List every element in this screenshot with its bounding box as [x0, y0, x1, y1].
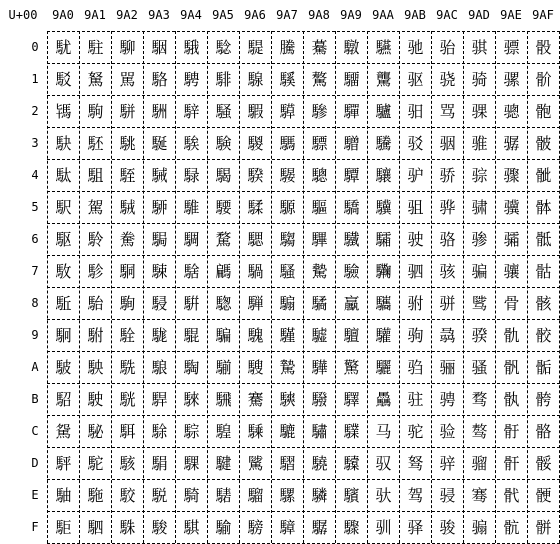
row-header: D — [31, 456, 39, 470]
glyph-cell: 骓 — [471, 133, 488, 153]
glyph-cell: 骤 — [503, 165, 520, 185]
glyph-cell: 駮 — [119, 485, 136, 505]
glyph-cell: 驧 — [375, 261, 392, 281]
glyph-cell: 驘 — [343, 293, 360, 313]
glyph-cell: 骷 — [535, 261, 552, 281]
glyph-cell: 駔 — [87, 165, 104, 185]
glyph-cell: 骛 — [471, 389, 488, 409]
glyph-cell: 骞 — [471, 485, 488, 505]
glyph-cell: 騔 — [215, 165, 232, 185]
glyph-cell: 骱 — [535, 69, 552, 89]
glyph-cell: 駠 — [119, 37, 136, 57]
glyph-cell: 駫 — [119, 389, 136, 409]
glyph-cell: 騲 — [279, 101, 296, 121]
column-header: 9AE — [500, 8, 522, 22]
glyph-cell: 駩 — [119, 325, 136, 345]
glyph-cell: 駅 — [55, 197, 72, 217]
glyph-cell: 駋 — [55, 389, 72, 409]
glyph-cell: 駇 — [55, 261, 72, 281]
glyph-cell: 騺 — [279, 357, 296, 377]
glyph-cell: 驁 — [311, 69, 328, 89]
glyph-cell: 駌 — [55, 421, 72, 441]
glyph-cell: 騛 — [215, 389, 232, 409]
row-header: 5 — [31, 200, 39, 214]
glyph-cell: 驡 — [375, 69, 392, 89]
glyph-cell: 驳 — [407, 133, 424, 153]
glyph-cell: 騌 — [183, 421, 200, 441]
glyph-cell: 驫 — [375, 389, 392, 409]
column-header: 9A8 — [308, 8, 330, 22]
glyph-cell: 驖 — [343, 229, 360, 249]
glyph-cell: 骿 — [535, 517, 552, 537]
glyph-cell: 驺 — [407, 357, 424, 377]
corner-label: U+00 — [8, 8, 38, 22]
glyph-cell: 駤 — [119, 165, 136, 185]
glyph-cell: 骈 — [439, 293, 456, 313]
glyph-cell: 骍 — [439, 453, 456, 473]
glyph-cell: 马 — [375, 421, 392, 441]
glyph-cell: 騗 — [215, 261, 232, 281]
glyph-cell: 騊 — [183, 357, 200, 377]
glyph-cell: 騐 — [215, 37, 232, 57]
glyph-cell: 骆 — [439, 229, 456, 249]
glyph-cell: 騻 — [279, 389, 296, 409]
glyph-cell: 駿 — [151, 517, 168, 537]
column-header: 9A2 — [116, 8, 138, 22]
glyph-cell: 騷 — [279, 261, 296, 281]
glyph-cell: 駆 — [55, 229, 72, 249]
glyph-cell: 駭 — [119, 453, 136, 473]
glyph-cell: 駹 — [151, 325, 168, 345]
glyph-cell: 驨 — [375, 293, 392, 313]
column-header: 9AC — [436, 8, 458, 22]
glyph-cell: 騍 — [183, 453, 200, 473]
glyph-cell: 骲 — [535, 101, 552, 121]
glyph-cell: 騥 — [247, 197, 264, 217]
glyph-cell: 駕 — [87, 197, 104, 217]
glyph-cell: 騚 — [215, 357, 232, 377]
glyph-cell: 騾 — [279, 485, 296, 505]
glyph-cell: 骏 — [439, 517, 456, 537]
glyph-cell: 騹 — [279, 325, 296, 345]
glyph-cell: 驩 — [375, 325, 392, 345]
glyph-cell: 骜 — [471, 421, 488, 441]
column-header: 9AB — [404, 8, 426, 22]
glyph-cell: 驢 — [375, 101, 392, 121]
glyph-cell: 駏 — [55, 517, 72, 537]
glyph-cell: 騬 — [247, 421, 264, 441]
glyph-cell: 駶 — [151, 229, 168, 249]
glyph-cell: 骺 — [535, 357, 552, 377]
glyph-cell: 驞 — [343, 485, 360, 505]
glyph-cell: 駽 — [151, 453, 168, 473]
glyph-cell: 駜 — [87, 421, 104, 441]
glyph-cell: 骾 — [535, 485, 552, 505]
glyph-cell: 驷 — [407, 261, 424, 281]
glyph-cell: 骯 — [503, 517, 520, 537]
glyph-cell: 駦 — [119, 229, 136, 249]
row-header: 9 — [31, 328, 39, 342]
row-header: 3 — [31, 136, 39, 150]
glyph-cell: 驸 — [407, 293, 424, 313]
glyph-cell: 驉 — [311, 325, 328, 345]
glyph-cell: 駺 — [151, 357, 168, 377]
glyph-cell: 騆 — [183, 229, 200, 249]
glyph-cell: 骑 — [471, 69, 488, 89]
glyph-cell: 驝 — [343, 453, 360, 473]
glyph-cell: 驤 — [375, 165, 392, 185]
glyph-cell: 骥 — [503, 197, 520, 217]
glyph-cell: 騯 — [247, 517, 264, 537]
glyph-cell: 騣 — [247, 133, 264, 153]
row-header: F — [31, 520, 39, 534]
glyph-cell: 騏 — [183, 517, 200, 537]
glyph-cell: 駂 — [55, 101, 72, 121]
glyph-cell: 駃 — [55, 133, 72, 153]
glyph-cell: 驦 — [375, 229, 392, 249]
glyph-cell: 驜 — [343, 421, 360, 441]
glyph-cell: 驲 — [407, 101, 424, 121]
glyph-cell: 騜 — [215, 421, 232, 441]
glyph-cell: 驗 — [343, 261, 360, 281]
row-header: A — [31, 360, 39, 374]
glyph-cell: 駪 — [119, 357, 136, 377]
glyph-cell: 骋 — [439, 389, 456, 409]
row-header: 7 — [31, 264, 39, 278]
glyph-cell: 騞 — [215, 485, 232, 505]
glyph-cell: 騿 — [279, 517, 296, 537]
glyph-cell: 骰 — [535, 37, 552, 57]
glyph-cell: 騖 — [215, 229, 232, 249]
glyph-cell: 騃 — [183, 133, 200, 153]
glyph-cell: 驍 — [311, 453, 328, 473]
glyph-cell: 駑 — [87, 69, 104, 89]
glyph-cell: 驣 — [375, 133, 392, 153]
glyph-cell: 験 — [215, 133, 232, 153]
glyph-cell: 骕 — [471, 197, 488, 217]
glyph-cell: 騋 — [183, 389, 200, 409]
glyph-cell: 骴 — [535, 165, 552, 185]
glyph-cell: 驓 — [343, 133, 360, 153]
row-header: 0 — [31, 40, 39, 54]
column-header: 9A0 — [52, 8, 74, 22]
glyph-cell: 騟 — [215, 517, 232, 537]
glyph-cell: 駲 — [151, 101, 168, 121]
row-header: 8 — [31, 296, 39, 310]
glyph-cell: 骬 — [503, 421, 520, 441]
glyph-cell: 骣 — [503, 133, 520, 153]
glyph-cell: 骼 — [535, 421, 552, 441]
glyph-cell: 騑 — [215, 69, 232, 89]
glyph-cell: 騕 — [215, 197, 232, 217]
row-header: 2 — [31, 104, 39, 118]
glyph-cell: 骭 — [503, 453, 520, 473]
column-header: 9A9 — [340, 8, 362, 22]
glyph-cell: 驒 — [343, 101, 360, 121]
glyph-cell: 騒 — [215, 101, 232, 121]
glyph-cell: 駚 — [87, 357, 104, 377]
glyph-cell: 骹 — [535, 325, 552, 345]
glyph-cell: 騴 — [279, 165, 296, 185]
glyph-cell: 駍 — [55, 453, 72, 473]
glyph-cell: 骽 — [535, 453, 552, 473]
glyph-cell: 駴 — [151, 165, 168, 185]
glyph-cell: 騸 — [279, 293, 296, 313]
glyph-cell: 騼 — [279, 421, 296, 441]
glyph-cell: 驈 — [311, 293, 328, 313]
glyph-cell: 骇 — [439, 261, 456, 281]
glyph-cell: 騵 — [279, 197, 296, 217]
glyph-cell: 驐 — [343, 37, 360, 57]
glyph-cell: 騨 — [247, 293, 264, 313]
glyph-cell: 騡 — [247, 69, 264, 89]
glyph-cell: 駨 — [119, 293, 136, 313]
glyph-cell: 駧 — [119, 261, 136, 281]
glyph-cell: 骉 — [439, 325, 456, 345]
glyph-cell: 骦 — [503, 229, 520, 249]
row-header: 1 — [31, 72, 39, 86]
glyph-cell: 骧 — [503, 261, 520, 281]
glyph-cell: 驔 — [343, 165, 360, 185]
glyph-cell: 骚 — [471, 357, 488, 377]
glyph-cell: 駢 — [119, 101, 136, 121]
column-header: 9A5 — [212, 8, 234, 22]
column-header: 9AF — [532, 8, 554, 22]
glyph-cell: 駸 — [151, 293, 168, 313]
glyph-cell: 骐 — [471, 37, 488, 57]
glyph-cell: 騧 — [247, 261, 264, 281]
glyph-cell: 駰 — [151, 37, 168, 57]
glyph-cell: 骡 — [503, 69, 520, 89]
row-header: C — [31, 424, 39, 438]
column-header: 9AA — [372, 8, 394, 22]
glyph-cell: 駛 — [87, 389, 104, 409]
glyph-cell: 駐 — [87, 37, 104, 57]
glyph-cell: 骢 — [503, 101, 520, 121]
glyph-cell: 驅 — [311, 197, 328, 217]
glyph-cell: 骒 — [471, 101, 488, 121]
glyph-cell: 駬 — [119, 421, 136, 441]
glyph-cell: 騎 — [183, 485, 200, 505]
row-header: E — [31, 488, 39, 502]
glyph-cell: 驥 — [375, 197, 392, 217]
row-header: B — [31, 392, 39, 406]
glyph-cell: 驏 — [311, 517, 328, 537]
glyph-cell: 騂 — [183, 101, 200, 121]
glyph-cell: 駼 — [151, 421, 168, 441]
glyph-cell: 驄 — [311, 165, 328, 185]
glyph-cell: 驯 — [375, 517, 392, 537]
glyph-cell: 駟 — [87, 517, 104, 537]
glyph-cell: 驹 — [407, 325, 424, 345]
glyph-cell: 駳 — [151, 133, 168, 153]
glyph-cell: 駖 — [87, 229, 104, 249]
glyph-cell: 騉 — [183, 325, 200, 345]
glyph-cell: 驶 — [407, 229, 424, 249]
glyph-cell: 驋 — [311, 389, 328, 409]
glyph-cell: 驂 — [311, 101, 328, 121]
glyph-cell: 騭 — [247, 453, 264, 473]
glyph-cell: 駷 — [151, 261, 168, 281]
glyph-cell: 骃 — [439, 133, 456, 153]
glyph-cell: 驿 — [407, 517, 424, 537]
glyph-cell: 驟 — [343, 517, 360, 537]
glyph-cell: 騫 — [247, 389, 264, 409]
glyph-cell: 骗 — [471, 261, 488, 281]
glyph-cell: 骳 — [535, 133, 552, 153]
column-header: 9A1 — [84, 8, 106, 22]
glyph-cell: 騄 — [183, 165, 200, 185]
glyph-cell: 驰 — [407, 37, 424, 57]
glyph-cell: 骨 — [503, 293, 520, 313]
glyph-cell: 驽 — [407, 453, 424, 473]
glyph-cell: 駊 — [55, 357, 72, 377]
glyph-cell: 駻 — [151, 389, 168, 409]
glyph-cell: 駱 — [151, 69, 168, 89]
glyph-cell: 騇 — [183, 261, 200, 281]
glyph-cell: 驀 — [311, 37, 328, 57]
glyph-cell: 骵 — [535, 197, 552, 217]
row-header: 6 — [31, 232, 39, 246]
glyph-cell: 驕 — [343, 197, 360, 217]
glyph-cell: 驆 — [311, 229, 328, 249]
glyph-cell: 駗 — [87, 261, 104, 281]
glyph-cell: 骙 — [471, 325, 488, 345]
glyph-cell: 骩 — [503, 325, 520, 345]
glyph-cell: 騝 — [215, 453, 232, 473]
glyph-cell: 騅 — [183, 197, 200, 217]
glyph-cell: 骖 — [471, 229, 488, 249]
glyph-cell: 驠 — [375, 37, 392, 57]
glyph-cell: 駁 — [55, 69, 72, 89]
glyph-cell: 骄 — [439, 165, 456, 185]
glyph-cell: 騽 — [279, 453, 296, 473]
column-header: 9A3 — [148, 8, 170, 22]
glyph-cell: 騪 — [247, 357, 264, 377]
glyph-cell: 駾 — [151, 485, 168, 505]
column-header: 9A6 — [244, 8, 266, 22]
glyph-cell: 駙 — [87, 325, 104, 345]
glyph-cell: 駵 — [151, 197, 168, 217]
glyph-cell: 驛 — [343, 389, 360, 409]
glyph-cell: 骟 — [471, 517, 488, 537]
glyph-cell: 骊 — [439, 357, 456, 377]
glyph-cell: 骝 — [471, 453, 488, 473]
glyph-cell: 駈 — [55, 293, 72, 313]
glyph-cell: 驻 — [407, 389, 424, 409]
glyph-cell: 驮 — [375, 485, 392, 505]
row-header: 4 — [31, 168, 39, 182]
glyph-cell: 驵 — [407, 197, 424, 217]
glyph-cell: 騰 — [279, 37, 296, 57]
glyph-cell: 驇 — [311, 261, 328, 281]
glyph-cell: 驪 — [375, 357, 392, 377]
glyph-cell: 驊 — [311, 357, 328, 377]
glyph-cell: 驃 — [311, 133, 328, 153]
glyph-cell: 驑 — [343, 69, 360, 89]
glyph-cell: 驎 — [311, 485, 328, 505]
glyph-cell: 駯 — [119, 517, 136, 537]
glyph-cell: 駓 — [87, 133, 104, 153]
glyph-cell: 駥 — [119, 197, 136, 217]
glyph-cell: 骮 — [503, 485, 520, 505]
glyph-cell: 騢 — [247, 101, 264, 121]
glyph-cell: 駒 — [87, 101, 104, 121]
column-header: 9A4 — [180, 8, 202, 22]
glyph-cell: 骶 — [535, 229, 552, 249]
glyph-cell: 騮 — [247, 485, 264, 505]
glyph-cell: 駞 — [87, 485, 104, 505]
glyph-cell: 騳 — [279, 133, 296, 153]
glyph-cell: 骫 — [503, 389, 520, 409]
glyph-cell: 驱 — [407, 69, 424, 89]
glyph-cell: 骀 — [439, 37, 456, 57]
glyph-cell: 騱 — [279, 69, 296, 89]
glyph-cell: 駣 — [119, 133, 136, 153]
glyph-cell: 驙 — [343, 325, 360, 345]
glyph-cell: 骁 — [439, 69, 456, 89]
glyph-cell: 驚 — [343, 357, 360, 377]
glyph-cell: 騈 — [183, 293, 200, 313]
glyph-cell: 駎 — [55, 485, 72, 505]
glyph-cell: 騁 — [183, 69, 200, 89]
glyph-cell: 驴 — [407, 165, 424, 185]
glyph-cell: 駀 — [55, 37, 72, 57]
glyph-cell: 验 — [439, 421, 456, 441]
glyph-cell: 骸 — [535, 293, 552, 313]
glyph-cell: 驾 — [407, 485, 424, 505]
glyph-cell: 騤 — [247, 165, 264, 185]
glyph-cell: 骘 — [471, 293, 488, 313]
glyph-cell: 骎 — [439, 485, 456, 505]
glyph-cell: 騘 — [215, 293, 232, 313]
glyph-cell: 駡 — [119, 69, 136, 89]
glyph-cell: 驌 — [311, 421, 328, 441]
column-header: 9A7 — [276, 8, 298, 22]
glyph-cell: 骻 — [535, 389, 552, 409]
glyph-cell: 駘 — [87, 293, 104, 313]
glyph-cell: 骔 — [471, 165, 488, 185]
glyph-cell: 骪 — [503, 357, 520, 377]
glyph-cell: 騩 — [247, 325, 264, 345]
glyph-cell: 骠 — [503, 37, 520, 57]
glyph-cell: 驼 — [407, 421, 424, 441]
glyph-cell: 騠 — [247, 37, 264, 57]
column-header: 9AD — [468, 8, 490, 22]
glyph-cell: 騀 — [183, 37, 200, 57]
glyph-cell: 騙 — [215, 325, 232, 345]
glyph-cell: 駉 — [55, 325, 72, 345]
glyph-cell: 骂 — [439, 101, 456, 121]
glyph-cell: 駝 — [87, 453, 104, 473]
glyph-cell: 騦 — [247, 229, 264, 249]
glyph-cell: 騶 — [279, 229, 296, 249]
glyph-cell: 骅 — [439, 197, 456, 217]
glyph-cell: 駄 — [55, 165, 72, 185]
glyph-cell: 驭 — [375, 453, 392, 473]
